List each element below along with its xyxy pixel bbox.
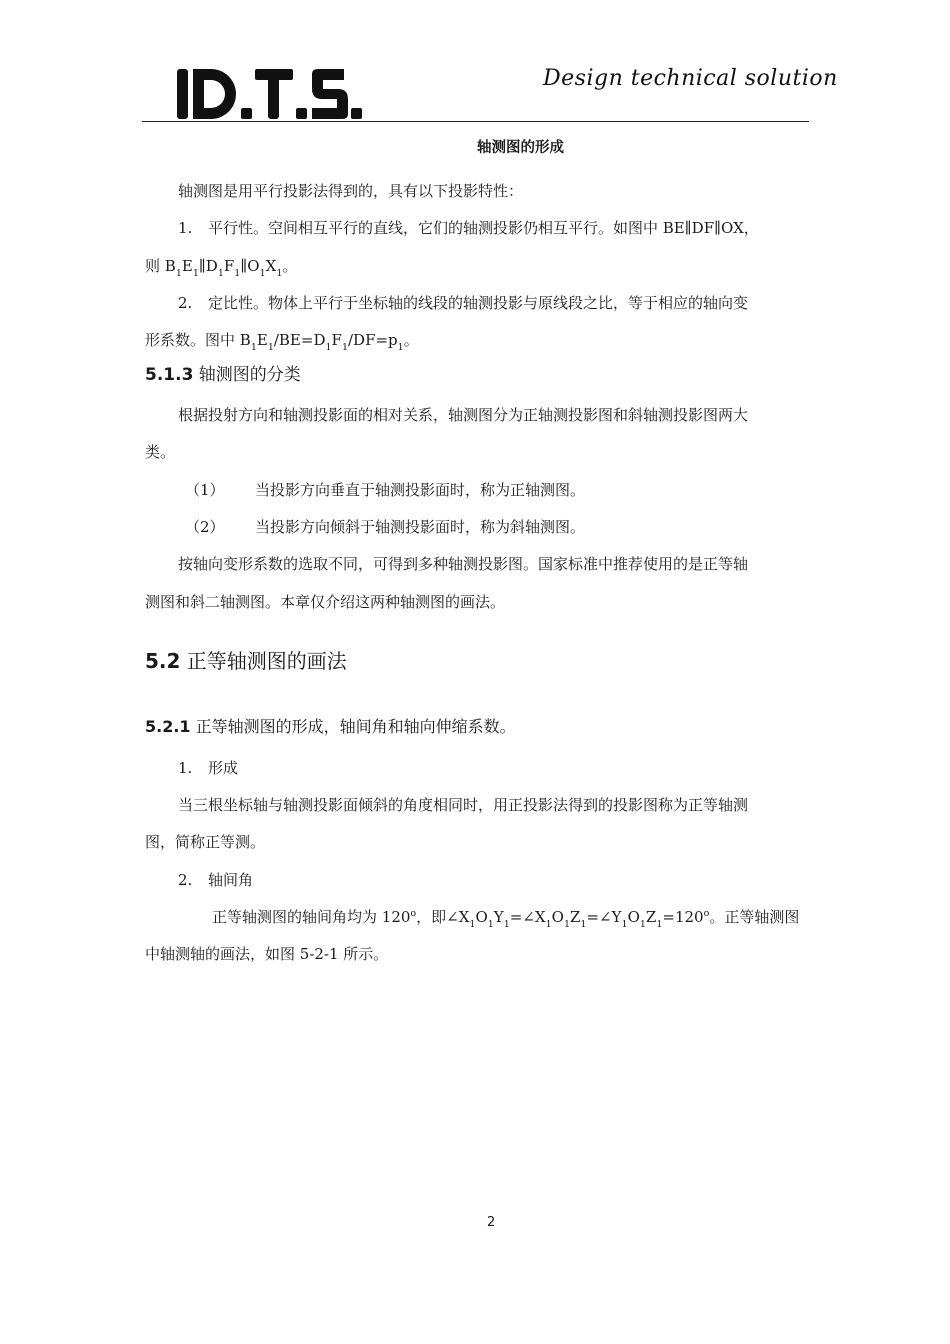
section-heading-5-2-1: 5.2.1 正等轴测图的形成，轴间角和轴向伸缩系数。 <box>145 717 516 736</box>
paragraph-formation: 当三根坐标轴与轴测投影面倾斜的角度相同时，用正投影法得到的投影图称为正等轴测 <box>178 796 749 814</box>
formula-ratio: 形系数。图中 $B_1E_1/BE=D_1F_1/DF=p_1$。 <box>145 331 419 353</box>
sub-item-axis-angle: 2. 轴间角 <box>178 871 254 889</box>
list-text: 定比性。物体上平行于坐标轴的线段的轴测投影与原线段之比，等于相应的轴向变 <box>208 294 749 312</box>
list-number: 1. <box>178 219 193 237</box>
figure-caption: 轴测图的形成 <box>477 140 564 156</box>
paragraph-classify: 根据投射方向和轴测投影面的相对关系，轴测图分为正轴测投影图和斜轴测投影图两大 <box>178 406 749 424</box>
dts-logo <box>175 66 365 122</box>
case-item-1: （1） 当投影方向垂直于轴测投影面时，称为正轴测图。 <box>185 481 586 499</box>
header-tagline: Design technical solution <box>543 66 838 91</box>
paragraph-classify-cont: 类。 <box>145 443 176 461</box>
paragraph-formation-cont: 图，简称正等测。 <box>145 833 266 851</box>
sub-item-formation: 1. 形成 <box>178 759 239 777</box>
list-number: 2. <box>178 294 193 312</box>
paragraph-axis-angle: 正等轴测图的轴间角均为 120$^o$，即$\angle X_1O_1Y_1=\angle X_1O_1Z_1=\angle Y_1O_1Z_1=120^o$。正等轴测图 <box>212 908 800 930</box>
formula-parallel: 则 $B_1E_1\parallel D_1F_1\parallel O_1X_1$。 <box>145 257 298 279</box>
list-item-parallel <box>178 218 759 238</box>
page-number: 2 <box>487 1215 496 1230</box>
section-heading-5-2: 5.2 正等轴测图的画法 <box>145 649 347 673</box>
paragraph-standard-cont: 测图和斜二轴测图。本章仅介绍这两种轴测图的画法。 <box>145 593 506 611</box>
paragraph-axis-angle-cont: 中轴测轴的画法，如图 5-2-1 所示。 <box>145 945 389 963</box>
list-text: 平行性。空间相互平行的直线，它们的轴测投影仍相互平行。如图中 BE∥DF∥OX， <box>208 219 759 237</box>
section-heading-5-1-3: 5.1.3 轴测图的分类 <box>145 365 301 385</box>
paragraph-standard: 按轴向变形系数的选取不同，可得到多种轴测投影图。国家标准中推荐使用的是正等轴 <box>178 555 749 573</box>
paragraph-intro: 轴测图是用平行投影法得到的，具有以下投影特性： <box>178 182 524 200</box>
list-item-ratio <box>178 293 748 313</box>
case-item-2: （2） 当投影方向倾斜于轴测投影面时，称为斜轴测图。 <box>185 518 586 536</box>
header-divider <box>142 121 809 122</box>
